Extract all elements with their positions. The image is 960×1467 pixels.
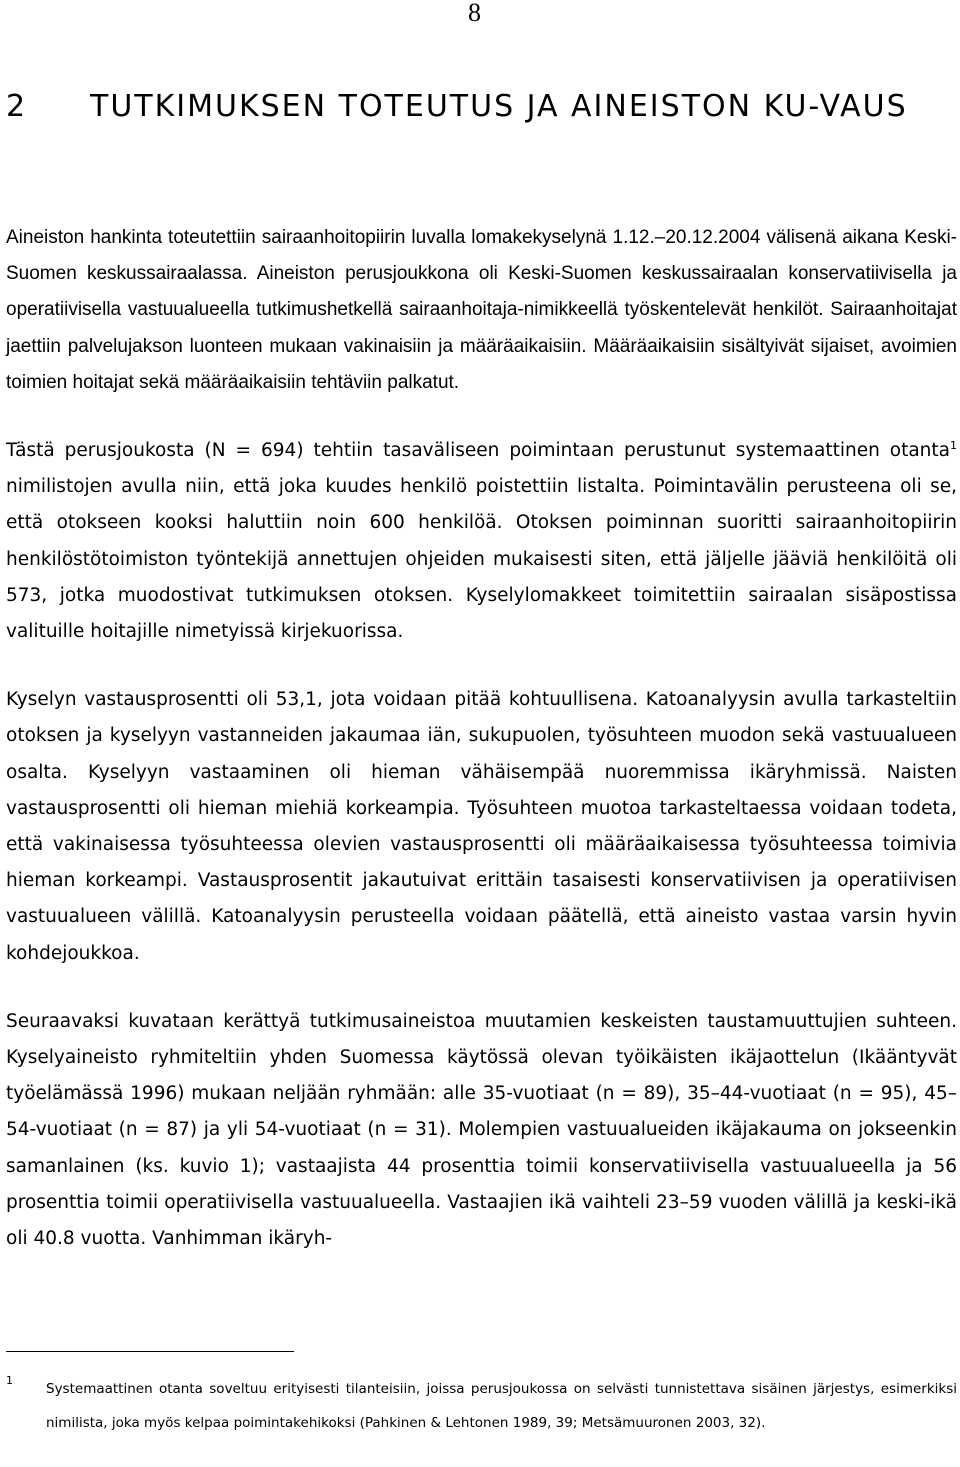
- chapter-heading: [6, 86, 926, 127]
- paragraph-2-part-1: Tästä perusjoukosta (N = 694) tehtiin tasaväliseen poimintaan perustunut systemaattinen otanta: [6, 440, 950, 462]
- paragraph-2: [6, 433, 957, 650]
- footnote-reference: 1: [950, 438, 957, 452]
- chapter-title: TUTKIMUKSEN TOTEUTUS JA AINEISTON KU-VAUS: [90, 89, 908, 124]
- body-text: [6, 220, 957, 1289]
- page-number: 8: [468, 0, 481, 27]
- footnote-divider: [6, 1351, 294, 1352]
- paragraph-1: Aineiston hankinta toteutettiin sairaanhoitopiirin luvalla lomakekyselynä 1.12.–20.12.2004 välisenä aikana Keski-Suomen keskussairaalassa. Aineiston perusjoukkona oli Keski-Suomen keskussairaalan konservatiivisella ja operatiivisella vastuualueella tutkimushetkellä sairaanhoitaja-nimikkeellä työskentelevät henkilöt. Sairaanhoitajat jaettiin palvelujakson luonteen mukaan vakinaisiin ja määräaikaisiin. Määräaikaisiin sisältyivät sijaiset, avoimien toimien hoitajat sekä määräaikaisiin tehtäviin palkatut.: [6, 227, 957, 393]
- paragraph-4: Seuraavaksi kuvataan kerättyä tutkimusaineistoa muutamien keskeisten taustamuuttujien suhteen. Kyselyaineisto ryhmiteltiin yhden Suomessa käytössä olevan työikäisten ikäjaottelun (Ikääntyvät työelämässä 1996) mukaan neljään ryhmään: alle 35-vuotiaat (n = 89), 35–44-vuotiaat (n = 95), 45–54-vuotiaat (n = 87) ja yli 54-vuotiaat (n = 31). Molempien vastuualueiden ikäjakauma on jokseenkin samanlainen (ks. kuvio 1); vastaajista 44 prosenttia toimii konservatiivisella vastuualueella ja 56 prosenttia toimii operatiivisella vastuualueella. Vastaajien ikä vaihteli 23–59 vuoden välillä ja keski-ikä oli 40.8 vuotta. Vanhimman ikäryh-: [6, 1010, 957, 1250]
- footnote: [6, 1372, 957, 1440]
- paragraph-2-part-2: nimilistojen avulla niin, että joka kuudes henkilö poistettiin listalta. Poimintavälin perusteena oli se, että otokseen kooksi haluttiin noin 600 henkilöä. Otoksen poiminnan suoritti sairaanhoitopiirin henkilöstötoimiston työntekijä annettujen ohjeiden mukaisesti siten, että jäljelle jääviä henkilöitä oli 573, jotka muodostivat tutkimuksen otoksen. Kyselylomakkeet toimitettiin sairaalan sisäpostissa valituille hoitajille nimetyissä kirjekuorissa.: [6, 476, 957, 643]
- footnote-mark: 1: [6, 1374, 13, 1387]
- paragraph-3: Kyselyn vastausprosentti oli 53,1, jota voidaan pitää kohtuullisena. Katoanalyysin avulla tarkasteltiin otoksen ja kyselyyn vastanneiden jakaumaa iän, sukupuolen, työsuhteen muodon sekä vastuualueen osalta. Kyselyyn vastaaminen oli hieman vähäisempää nuoremmissa ikäryhmissä. Naisten vastausprosentti oli hieman miehiä korkeampia. Työsuhteen muotoa tarkasteltaessa voidaan todeta, että vakinaisessa työsuhteessa olevien vastausprosentti oli määräaikaisessa työsuhteessa toimivia hieman korkeampi. Vastausprosentit jakautuivat erittäin tasaisesti konservatiivisen ja operatiivisen vastuualueen välillä. Katoanalyysin perusteella voidaan päätellä, että aineisto vastaa varsin hyvin kohdejoukkoa.: [6, 689, 957, 964]
- footnote-text: Systemaattinen otanta soveltuu erityisesti tilanteisiin, joissa perusjoukossa on selvästi tunnistettava sisäinen järjestys, esimerkiksi nimilista, joka myös kelpaa poimintakehikoksi (Pahkinen & Lehtonen 1989, 39; Metsämuuronen 2003, 32).: [46, 1381, 957, 1431]
- chapter-number: 2: [6, 89, 28, 124]
